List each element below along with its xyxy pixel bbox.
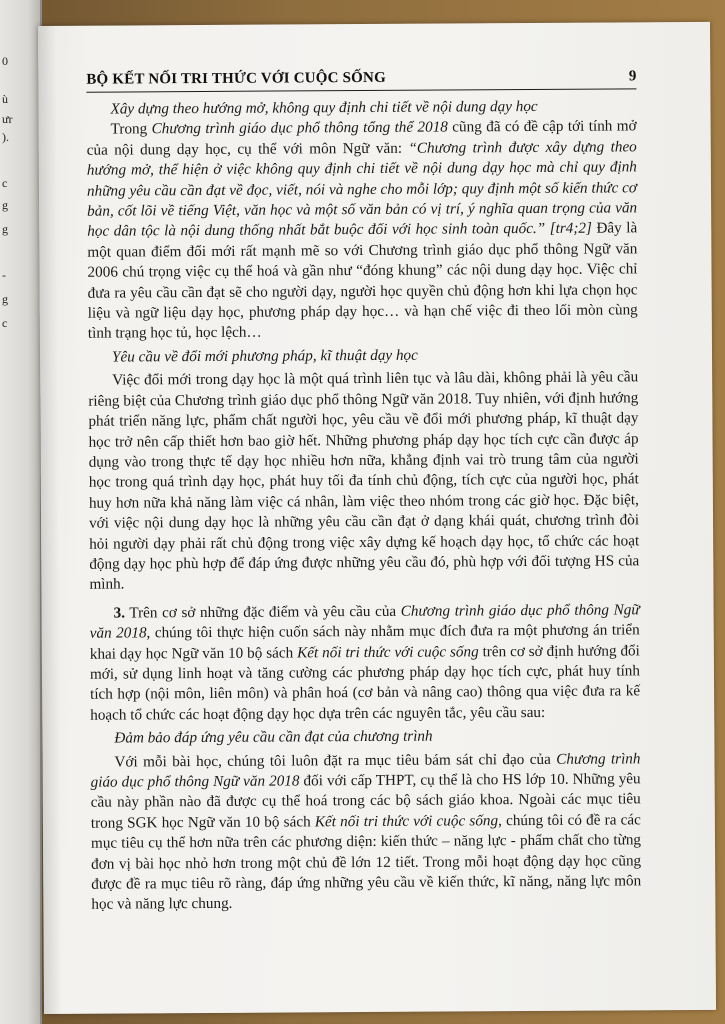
paragraph-open-content: Trong Chương trình giáo dục phổ thông tổng thể 2018 cũng đã có đề cập tới tính mở của nội dung dạy học, cụ thể với môn Ngữ văn: “Chương trình được xây dựng theo hướng mở, thể hiện ở việc không quy định chi tiết về nội dung dạy học mà chỉ quy định những yêu cầu cần đạt về đọc, viết, nói và nghe cho mỗi lớp; quy định một số kiến thức cơ bản, cốt lõi về tiếng Việt, văn học và một số văn bản có vị trí, ý nghĩa quan trọng của văn học dân tộc là nội dung thống nhất bắt buộc đối với học sinh toàn quốc.” [tr4;2] Đây là một quan điểm đổi mới rất mạnh mẽ so với Chương trình giáo dục phổ thông Ngữ văn 2006 chú trọng việc cụ thể hoá và gần như “đóng khung” các nội dung dạy học. Việc chỉ đưa ra yêu cầu cần đạt sẽ cho người dạy, người học quyền chủ động hơn khi lựa chọn học liệu và ngữ liệu dạy học, phương pháp dạy học… và hạn chế việc đi theo lối mòn cùng tình trạng học tủ, học lệch… [86,117,638,343]
adjacent-page-fragment: - [2,268,6,282]
adjacent-page-fragment: g [2,292,8,306]
paragraph-method: Việc đổi mới trong dạy học là một quá trình liên tục và lâu dài, không phải là yêu cầu riêng biệt của Chương trình giáo dục phổ thông Ngữ văn 2018. Tuy nhiên, với định hướng phát triển năng lực, phẩm chất người học, yêu cầu về đổi mới phương pháp, kĩ thuật dạy học trở nên cấp thiết hơn bao giờ hết. Những phương pháp dạy học tích cực cần được áp dụng vào trong thực tế dạy học nhiều hơn nữa, khẳng định vai trò trung tâm của người học trong quá trình dạy học, phát huy tối đa tính chủ động, tích cực của người học, phát huy hơn nữa khả năng làm việc cá nhân, làm việc theo nhóm trong các giờ học. Đặc biệt, với việc nội dung dạy học là những yêu cầu cần đạt ở dạng khái quát, chương trình đòi hỏi người dạy phải rất chủ động trong việc xây dựng kế hoạch dạy học, tổ chức các hoạt động dạy học phù hợp để đáp ứng được những yêu cầu đó, phù hợp với đối tượng HS của mình. [88,368,640,594]
adjacent-page-fragment: c [2,316,8,330]
adjacent-page-fragment: ù [2,92,8,106]
paragraph-requirements: Với mỗi bài học, chúng tôi luôn đặt ra mục tiêu bám sát chỉ đạo của Chương trình giáo dục phổ thông Ngữ văn 2018 đối với cấp THPT, cụ thể là cho HS lớp 10. Những yêu cầu này phần nào đã được cụ thể hoá trong các bộ sách giáo khoa. Ngoài các mục tiêu trong SGK học Ngữ văn 10 bộ sách Kết nối tri thức với cuộc sống, chúng tôi có đề ra các mục tiêu cụ thể hơn nữa trên các phương diện: kiến thức – năng lực - phẩm chất cho từng đơn vị bài học nhỏ hơn trong một chủ đề lớn 12 tiết. Trong mỗi hoạt động dạy học cũng được đề ra mục tiêu rõ ràng, đáp ứng những yêu cầu về kiến thức, kĩ năng, năng lực môn học và năng lực chung. [90,749,642,914]
program-quotation: “Chương trình được xây dựng theo hướng mở, thể hiện ở việc không quy định chi tiết về nội dung dạy học mà chỉ quy định những yêu cầu cần đạt về đọc, viết, nói và nghe cho mỗi lớp; quy định một số kiến thức cơ bản, cốt lõi về tiếng Việt, văn học và một số văn bản có vị trí, ý nghĩa quan trọng của văn học dân tộc là nội dung thống nhất bắt buộc đối với học sinh toàn quốc.” [tr4;2] [86,138,638,241]
book-page [38,22,716,1014]
page-body [86,94,641,915]
adjacent-page-fragment: c [2,176,8,190]
page-number: 9 [628,68,637,85]
section-heading-requirements: Đảm bảo đáp ứng yêu cầu cần đạt của chương trình [114,727,433,747]
section-heading-method: Yêu cầu về đổi mới phương pháp, kĩ thuật dạy học [111,346,418,366]
adjacent-page-fragment: ưr [2,112,13,126]
book-series-title: Kết nối tri thức với cuộc sống [297,642,479,661]
book-series-title: Kết nối tri thức với cuộc sống [314,812,499,831]
section-heading-open-content: Xây dựng theo hướng mở, không quy định chi tiết về nội dung dạy học [110,97,538,118]
paragraph-numbered-3: 3. Trên cơ sở những đặc điểm và yêu cầu của Chương trình giáo dục phổ thông Ngữ văn 2018, chúng tôi thực hiện cuốn sách này nhằm mục đích đưa ra một phương án triển khai dạy học Ngữ văn 10 bộ sách Kết nối tri thức với cuộc sống trên cơ sở định hướng đổi mới, sử dụng linh hoạt và tăng cường các phương pháp dạy học tích cực, phát huy tính tích hợp (nội môn, liên môn) và phân hoá (cơ bản và nâng cao) thông qua việc đưa ra kế hoạch tổ chức các hoạt động dạy học dựa trên các nguyên tắc, yêu cầu sau: [89,601,641,724]
adjacent-page-fragment: g [2,198,8,212]
adjacent-page-fragment: g [2,222,8,236]
adjacent-page-fragment: 0 [2,54,8,68]
running-header-title: BỘ KẾT NỐI TRI THỨC VỚI CUỘC SỐNG [86,69,386,88]
paragraph-number: 3. [113,604,126,622]
adjacent-page-fragment: ). [2,130,9,144]
running-header [86,66,636,92]
program-title-reference: Chương trình giáo dục phổ thông tổng thể 2018 [151,118,448,138]
adjacent-page-edge [0,0,42,1024]
